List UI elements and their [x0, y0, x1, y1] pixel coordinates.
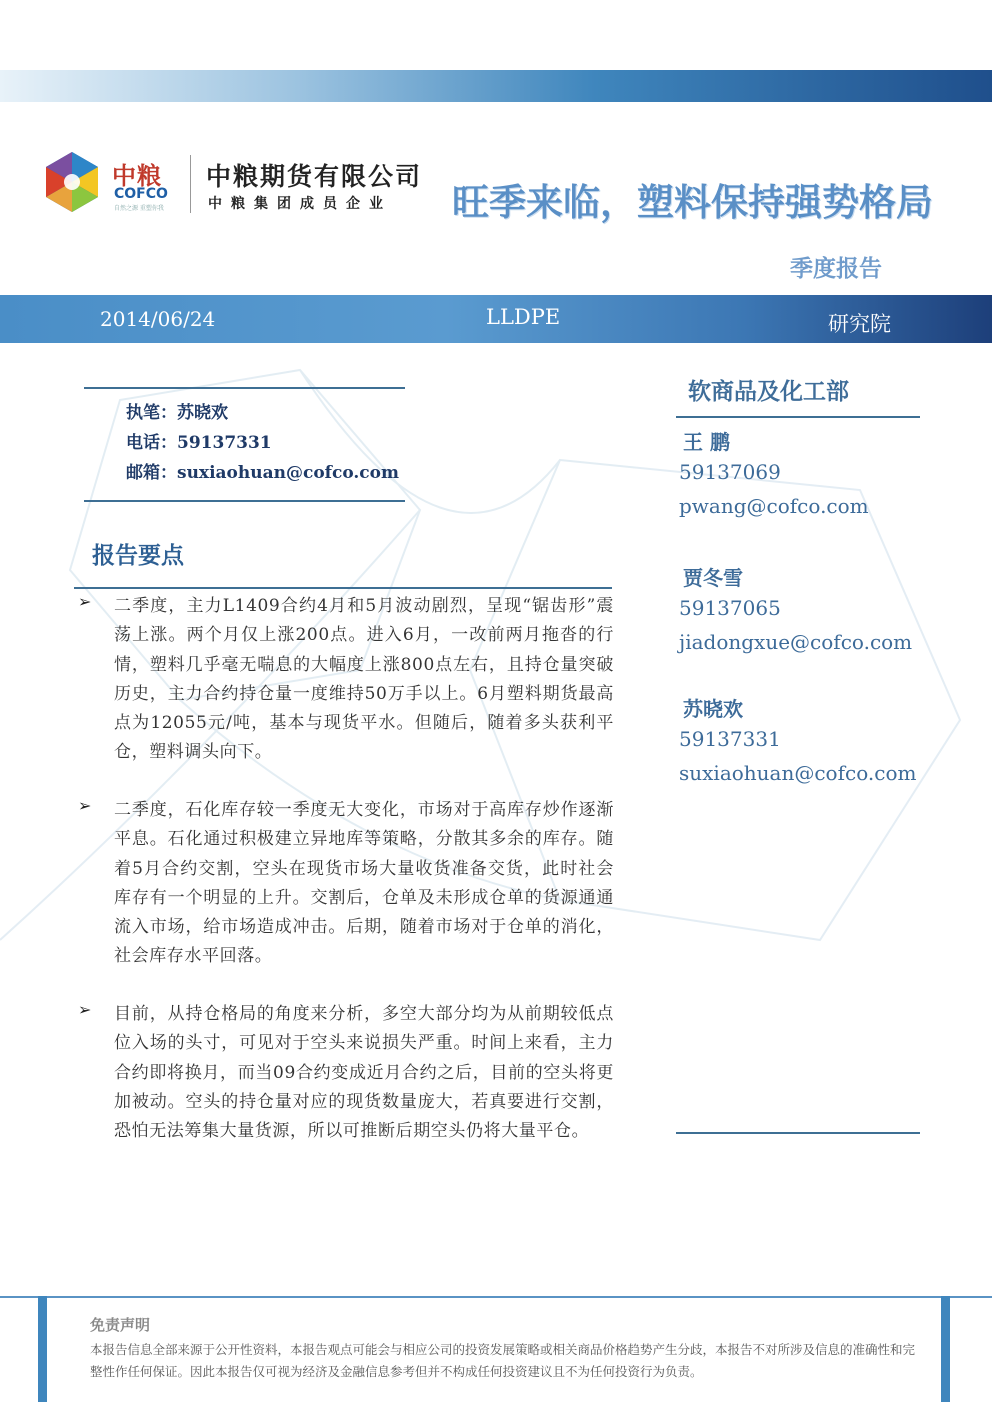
footer-bar-right: [941, 1296, 950, 1402]
department-heading: 软商品及化工部: [688, 378, 849, 405]
contact-phone: 59137069: [679, 460, 781, 484]
logo-divider: [190, 155, 191, 213]
summary-rule: [74, 587, 612, 589]
arrow-bullet-icon: ➢: [78, 592, 92, 611]
report-department: 研究院: [828, 312, 891, 336]
department-rule-top: [676, 416, 920, 418]
footer-bar-left: [38, 1296, 47, 1402]
bullet-text: 二季度，石化库存较一季度无大变化，市场对于高库存炒作逐渐平息。石化通过积极建立异地库等策略，分散其多余的库存。随着5月合约交割，空头在现货市场大量收货准备交货，此时社会库存有一个明显的上升。交割后，仓单及未形成仓单的货源通通流入市场，给市场造成冲击。后期，随着市场对于仓单的消化，社会库存水平回落。: [114, 800, 614, 967]
department-rule-bottom: [676, 1132, 920, 1134]
company-subtitle: 中粮集团成员企业: [208, 196, 392, 212]
disclaimer-title: 免责声明: [90, 1316, 151, 1334]
contact-name: 苏晓欢: [683, 697, 743, 721]
contact-email: pwang@cofco.com: [679, 494, 869, 518]
writer-label: 执笔：: [126, 403, 177, 423]
contact-name: 王 鹏: [683, 430, 730, 454]
author-email: [126, 458, 399, 483]
company-name: 中粮期货有限公司: [206, 162, 423, 191]
report-product: LLDPE: [486, 305, 561, 329]
arrow-bullet-icon: ➢: [78, 1000, 92, 1019]
disclaimer-text: 本报告信息全部来源于公开性资料，本报告观点可能会与相应公司的投资发展策略或相关商品价格趋势产生分歧，本报告不对所涉及信息的准确性和完整性作任何保证。因此本报告仅可视为经济及金融信息参考但并不构成任何投资建议且不为任何投资行为负责。: [90, 1342, 916, 1379]
author-writer: [126, 398, 228, 423]
phone-value: 59137331: [177, 433, 272, 453]
logo-brand-cn: 中粮: [112, 162, 162, 190]
footer-divider: [0, 1296, 992, 1298]
bullet-text: 二季度，主力L1409合约4月和5月波动剧烈，呈现“锯齿形”震荡上涨。两个月仅上涨200点。进入6月，一改前两月拖沓的行情，塑料几乎毫无喘息的大幅度上涨800点左右，且持仓量突破历史，主力合约持仓量一度维持50万手以上。6月塑料期货最高点为12055元/吨，基本与现货平水。但随后，随着多头获利平仓，塑料调头向下。: [114, 596, 614, 763]
contact-email: suxiaohuan@cofco.com: [679, 761, 917, 785]
logo-brand-en: COFCO: [114, 186, 168, 202]
arrow-bullet-icon: ➢: [78, 796, 92, 815]
contact-phone: 59137065: [679, 596, 781, 620]
report-date: 2014/06/24: [100, 307, 216, 331]
logo-tagline: 自然之源 重塑你我: [114, 205, 164, 212]
top-banner: [0, 70, 992, 102]
bullet-text: 目前，从持仓格局的角度来分析，多空大部分均为从前期较低点位入场的头寸，可见对于空头来说损失严重。时间上来看，主力合约即将换月，而当09合约变成近月合约之后，目前的空头将更加被动。空头的持仓量对应的现货数量庞大，若真要进行交割，恐怕无法筹集大量货源，所以可推断后期空头仍将大量平仓。: [114, 1004, 614, 1142]
report-type: 季度报告: [790, 255, 882, 282]
report-title: 旺季来临，塑料保持强势格局: [452, 180, 933, 224]
contact-email: jiadongxue@cofco.com: [679, 630, 913, 654]
contact-phone: 59137331: [679, 727, 781, 751]
author-phone: [126, 428, 272, 453]
summary-heading: 报告要点: [92, 542, 184, 569]
phone-label: 电话：: [126, 433, 177, 453]
email-label: 邮箱：: [126, 463, 177, 483]
email-value: suxiaohuan@cofco.com: [177, 463, 399, 483]
cofco-logo-icon: [40, 150, 104, 214]
contact-name: 贾冬雪: [683, 566, 743, 590]
writer-name: 苏晓欢: [177, 403, 228, 423]
author-rule-bottom: [84, 500, 405, 502]
author-rule-top: [84, 387, 405, 389]
